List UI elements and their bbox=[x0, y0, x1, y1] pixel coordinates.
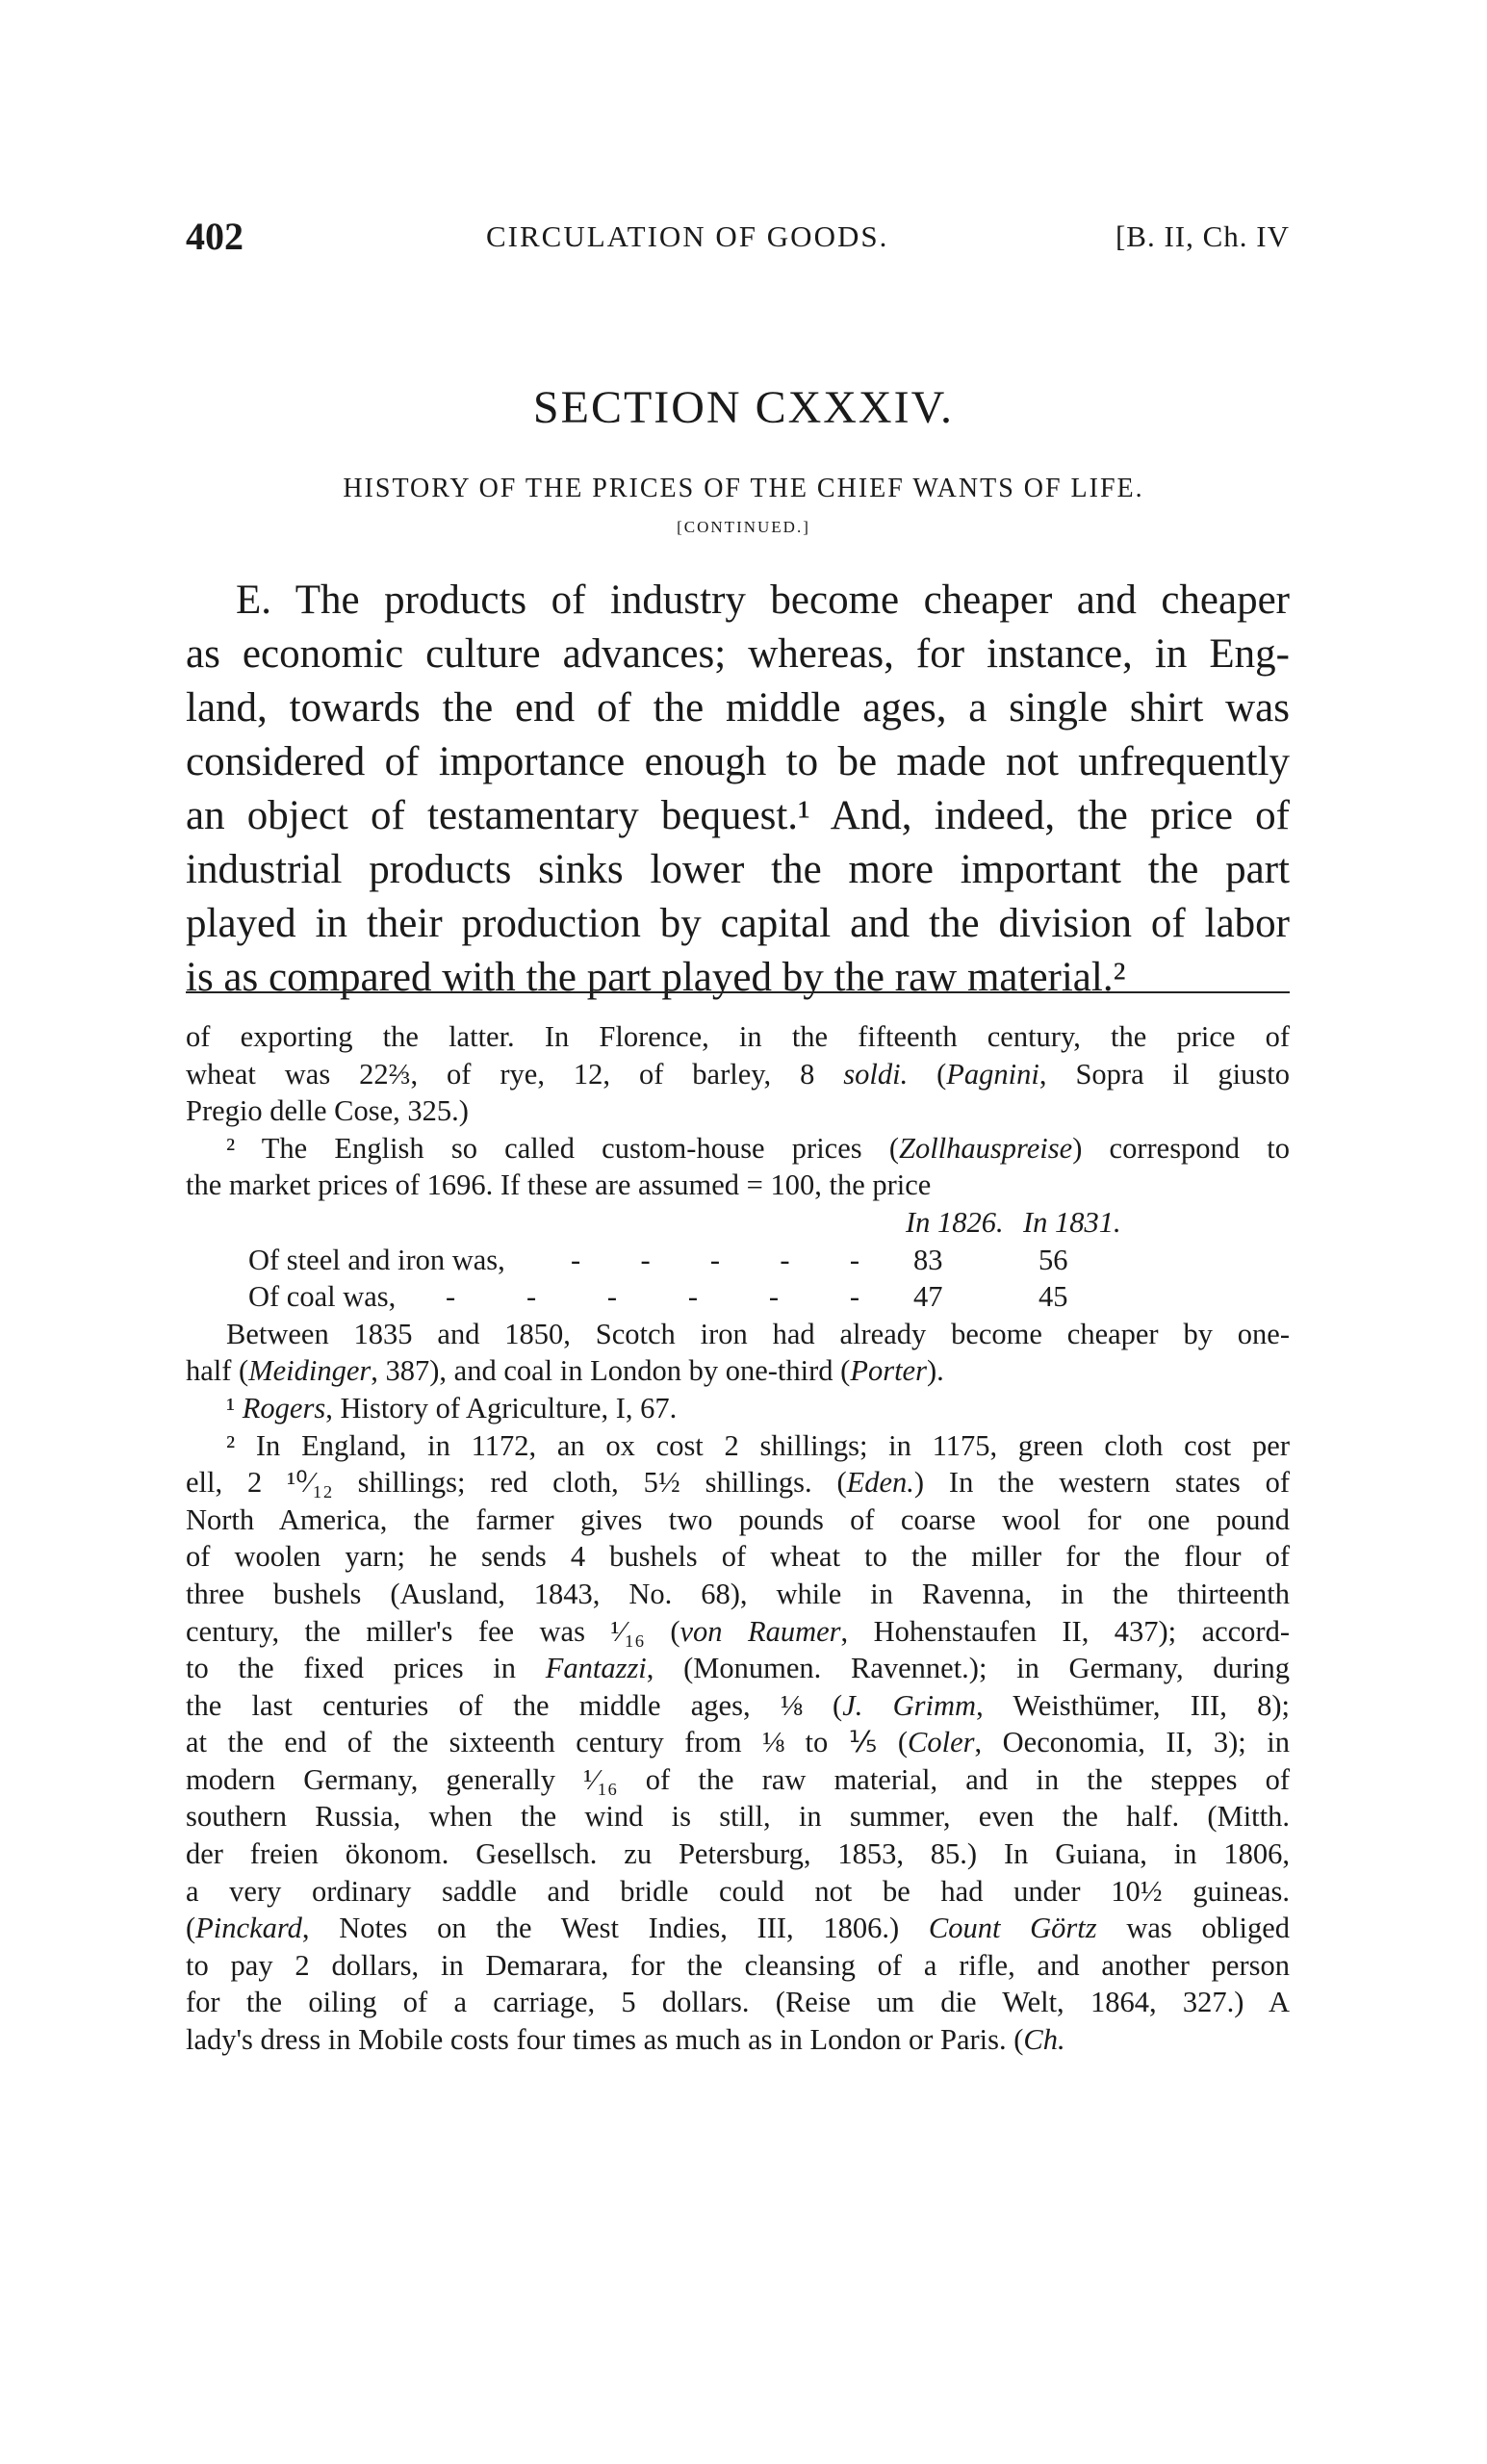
price-table-row bbox=[186, 1242, 1290, 1279]
text-line bbox=[186, 1873, 1290, 1911]
text-line bbox=[186, 1650, 1290, 1687]
running-title: CIRCULATION OF GOODS. bbox=[486, 219, 889, 253]
text-line bbox=[186, 1947, 1290, 1985]
text-run: wheat was 22⅔, of rye, 12, of barley, 8 bbox=[186, 1057, 844, 1091]
text-line bbox=[186, 1835, 1290, 1873]
text-line bbox=[186, 735, 1290, 789]
section-title: SECTION CXXXIV. bbox=[532, 382, 955, 433]
row-leader-dots: - - - - - - bbox=[446, 1280, 859, 1314]
text-line bbox=[186, 789, 1290, 843]
value-1831: 45 bbox=[1038, 1280, 1068, 1314]
text-run: , 387), and coal in London by one-third ( bbox=[371, 1354, 851, 1388]
text-run: ) In the western states of bbox=[913, 1466, 1291, 1500]
text-run: is as compared with the part played by the raw material.² bbox=[186, 955, 1126, 1000]
text-run: was obliged bbox=[1096, 1912, 1290, 1945]
text-run: , Sopra il giusto bbox=[1038, 1057, 1290, 1091]
text-run: played in their production by capital and the division of labor bbox=[186, 901, 1290, 946]
text-run: of exporting the latter. In Florence, in the fifteenth century, the price of bbox=[186, 1020, 1290, 1053]
text-line bbox=[186, 1018, 1290, 1056]
footnotes-part-2 bbox=[186, 1316, 1290, 2059]
italic-text: J. Grimm bbox=[842, 1688, 977, 1722]
text-line bbox=[186, 1724, 1290, 1761]
text-run: , (Monumen. Ravennet.); in Germany, during bbox=[646, 1652, 1291, 1685]
text-run: , Hohenstaufen II, 437); accord- bbox=[840, 1614, 1290, 1648]
text-line bbox=[186, 574, 1290, 628]
text-line bbox=[186, 1316, 1290, 1353]
text-line bbox=[186, 1576, 1290, 1613]
value-1831: 56 bbox=[1038, 1243, 1068, 1276]
footnotes bbox=[186, 1018, 1290, 2059]
text-line bbox=[186, 1538, 1290, 1576]
text-run: for the oiling of a carriage, 5 dollars. (Reise um die Welt, 1864, 327.) A bbox=[186, 1986, 1290, 2019]
text-run: half ( bbox=[186, 1354, 249, 1388]
price-table-header bbox=[186, 1204, 1290, 1242]
text-run: to the fixed prices in bbox=[186, 1652, 546, 1685]
italic-text: Pagnini bbox=[946, 1057, 1039, 1091]
text-run: land, towards the end of the middle ages, a single shirt was bbox=[186, 685, 1290, 731]
text-line bbox=[186, 2021, 1290, 2059]
text-line bbox=[186, 1056, 1290, 1093]
footnotes-part-1 bbox=[186, 1018, 1290, 1204]
text-run: modern Germany, generally ¹⁄₁₆ of the raw material, and in the steppes of bbox=[186, 1762, 1290, 1796]
running-header bbox=[186, 214, 1290, 262]
column-header-1831: In 1831. bbox=[1023, 1205, 1121, 1239]
italic-text: Count Görtz bbox=[928, 1912, 1097, 1945]
footnote-rule bbox=[186, 991, 1290, 993]
text-line bbox=[186, 1798, 1290, 1835]
italic-text: Fantazzi bbox=[545, 1652, 647, 1685]
text-line bbox=[186, 1130, 1290, 1168]
italic-text: Zollhauspreise bbox=[899, 1131, 1073, 1165]
text-run: , Weisthümer, III, 8); bbox=[976, 1688, 1290, 1722]
text-run: industrial products sinks lower the more important the part bbox=[186, 847, 1290, 892]
value-1826: 83 bbox=[913, 1243, 943, 1276]
text-run: , Oeconomia, II, 3); in bbox=[974, 1726, 1290, 1759]
chapter-reference: [B. II, Ch. IV bbox=[1115, 219, 1290, 253]
text-run: Pregio delle Cose, 325.) bbox=[186, 1094, 469, 1128]
text-line bbox=[186, 1613, 1290, 1651]
body-paragraph bbox=[186, 574, 1290, 1005]
italic-text: Meidinger bbox=[248, 1354, 372, 1388]
text-run: as economic culture advances; whereas, for instance, in Eng- bbox=[186, 631, 1290, 677]
italic-text: Pinckard bbox=[195, 1912, 302, 1945]
italic-text: Porter bbox=[850, 1354, 927, 1388]
row-label: Of coal was, bbox=[248, 1280, 397, 1314]
text-run: at the end of the sixteenth century from ⅛ to ⅕ ( bbox=[186, 1726, 908, 1759]
text-run: ell, 2 ¹⁰⁄₁₂ shillings; red cloth, 5½ shillings. ( bbox=[186, 1466, 847, 1500]
italic-text: von Raumer bbox=[679, 1614, 841, 1648]
text-run: , Notes on the West Indies, III, 1806.) bbox=[301, 1912, 929, 1945]
text-run: a very ordinary saddle and bridle could not be had under 10½ guineas. bbox=[186, 1874, 1290, 1908]
text-run: century, the miller's fee was ¹⁄₁₆ ( bbox=[186, 1614, 680, 1648]
page-number: 402 bbox=[186, 215, 244, 258]
text-line bbox=[186, 1910, 1290, 1947]
text-run: southern Russia, when the wind is still, in summer, even the half. (Mitth. bbox=[186, 1800, 1290, 1834]
text-line bbox=[186, 1167, 1290, 1204]
text-run: ). bbox=[926, 1354, 944, 1388]
row-label: Of steel and iron was, bbox=[248, 1243, 505, 1276]
text-line bbox=[186, 1984, 1290, 2021]
text-run: E. The products of industry become cheaper and cheaper bbox=[236, 578, 1290, 623]
text-run: ² The English so called custom-house prices ( bbox=[226, 1131, 899, 1165]
text-line bbox=[186, 681, 1290, 735]
text-run: an object of testamentary bequest.¹ And, indeed, the price of bbox=[186, 793, 1290, 838]
column-header-1826: In 1826. bbox=[906, 1205, 1004, 1239]
text-line bbox=[186, 1352, 1290, 1390]
text-run: lady's dress in Mobile costs four times as much as in London or Paris. ( bbox=[186, 2023, 1024, 2057]
italic-text: Coler bbox=[908, 1726, 975, 1759]
text-run: the market prices of 1696. If these are assumed = 100, the price bbox=[186, 1168, 932, 1202]
text-line bbox=[186, 951, 1290, 1005]
text-line bbox=[186, 1687, 1290, 1725]
text-line bbox=[186, 1427, 1290, 1465]
text-line bbox=[186, 1761, 1290, 1799]
value-1826: 47 bbox=[913, 1280, 943, 1314]
section-subtitle: HISTORY OF THE PRICES OF THE CHIEF WANTS OF LIFE. bbox=[343, 474, 1144, 503]
text-line bbox=[186, 628, 1290, 681]
price-table-row bbox=[186, 1278, 1290, 1316]
italic-text: Eden. bbox=[846, 1466, 914, 1500]
text-line bbox=[186, 897, 1290, 951]
text-run: der freien ökonom. Gesellsch. zu Petersburg, 1853, 85.) In Guiana, in 1806, bbox=[186, 1837, 1290, 1871]
row-leader-dots: - - - - - bbox=[571, 1243, 859, 1276]
text-run: the last centuries of the middle ages, ⅛ ( bbox=[186, 1688, 843, 1722]
text-run: ( bbox=[908, 1057, 947, 1091]
italic-text: Ch. bbox=[1023, 2023, 1065, 2057]
text-run: ² In England, in 1172, an ox cost 2 shillings; in 1175, green cloth cost per bbox=[226, 1428, 1290, 1462]
text-line bbox=[186, 1390, 1290, 1427]
text-run: North America, the farmer gives two pounds of coarse wool for one pound bbox=[186, 1502, 1290, 1536]
italic-text: Rogers bbox=[242, 1391, 326, 1424]
text-line bbox=[186, 843, 1290, 897]
text-line bbox=[186, 1502, 1290, 1539]
text-run: ( bbox=[186, 1912, 196, 1945]
continued-label: [CONTINUED.] bbox=[677, 518, 810, 536]
text-run: to pay 2 dollars, in Demarara, for the cleansing of a rifle, and another person bbox=[186, 1948, 1290, 1982]
text-run: considered of importance enough to be made not unfrequently bbox=[186, 739, 1290, 784]
text-run: , History of Agriculture, I, 67. bbox=[325, 1391, 678, 1424]
text-run: Between 1835 and 1850, Scotch iron had already become cheaper by one- bbox=[226, 1317, 1290, 1350]
text-run: of woolen yarn; he sends 4 bushels of wheat to the miller for the flour of bbox=[186, 1540, 1290, 1574]
text-line bbox=[186, 1092, 1290, 1130]
text-run: three bushels (Ausland, 1843, No. 68), while in Ravenna, in the thirteenth bbox=[186, 1577, 1290, 1610]
text-run: ¹ bbox=[226, 1391, 243, 1424]
text-run: ) correspond to bbox=[1072, 1131, 1290, 1165]
text-line bbox=[186, 1464, 1290, 1502]
italic-text: soldi. bbox=[843, 1057, 909, 1091]
